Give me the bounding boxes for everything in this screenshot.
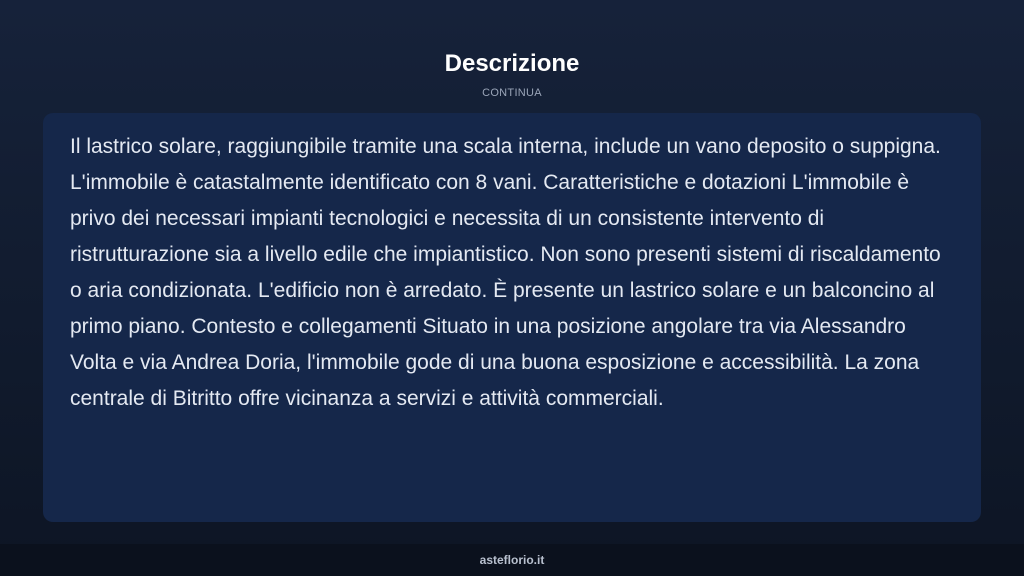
page-title: Descrizione <box>444 50 580 77</box>
page-subtitle: CONTINUA <box>482 87 542 99</box>
description-card <box>43 113 981 522</box>
footer-site-name: asteflorio.it <box>479 553 545 567</box>
description-text: Il lastrico solare, raggiungibile tramite una scala interna, include un vano deposito o suppigna. L'immobile è catastalmente identificato con 8 vani. Caratteristiche e dotazioni L'immobile è privo dei necessari impianti tecnologici e necessita di un consistente intervento di ristrutturazione sia a livello edile che impiantistico. Non sono presenti sistemi di riscaldamento o aria condizionata. L'edificio non è arredato. È presente un lastrico solare e un balconcino al primo piano. Contesto e collegamenti Situato in una posizione angolare tra via Alessandro Volta e via Andrea Doria, l'immobile gode di una buona esposizione e accessibilità. La zona centrale di Bitritto offre vicinanza a servizi e attività commerciali. <box>70 135 941 410</box>
footer-bar <box>0 544 1024 576</box>
page-header <box>0 48 1024 100</box>
